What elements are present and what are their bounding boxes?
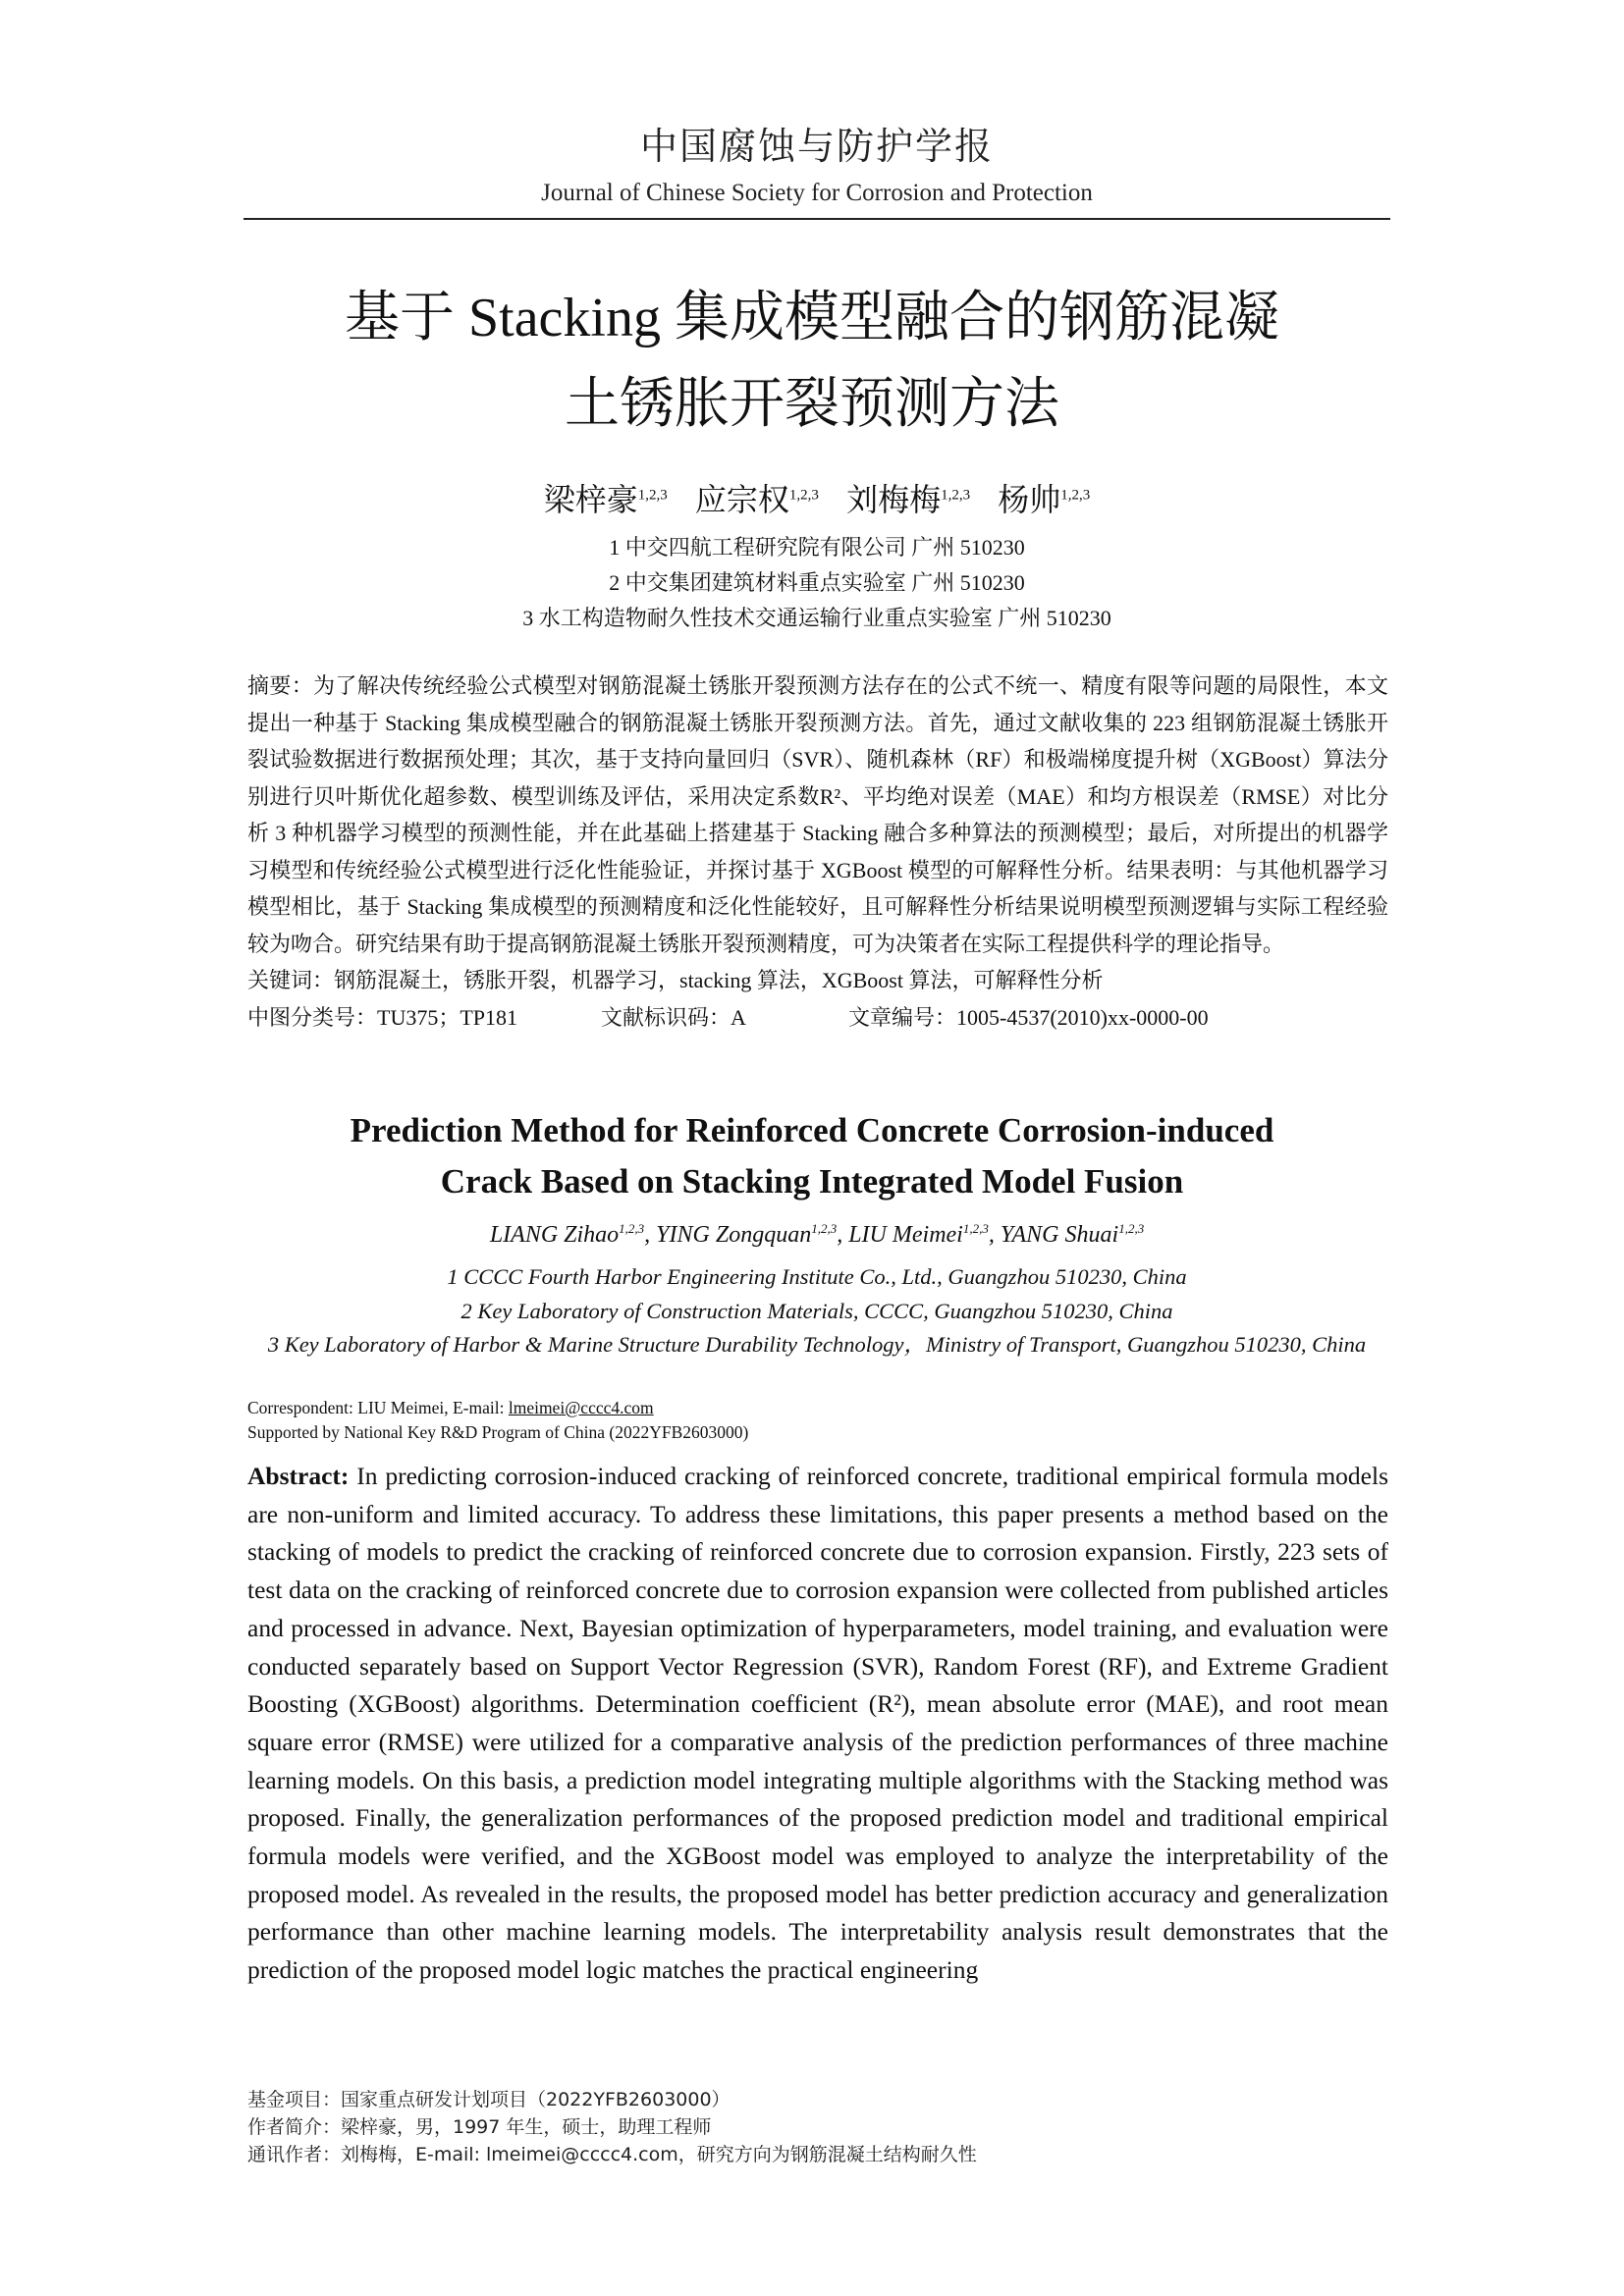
- affiliation-en: 3 Key Laboratory of Harbor & Marine Structure Durability Technology，Ministry of Transport, Guangzhou 510230, China: [267, 1332, 1367, 1357]
- title-en-line1: Prediction Method for Reinforced Concrete Corrosion-induced: [350, 1111, 1274, 1149]
- title-en: [226, 1105, 1398, 1207]
- title-cn-line2: 土锈胀开裂预测方法: [565, 372, 1059, 436]
- journal-name-cn: 中国腐蚀与防护学报: [639, 127, 994, 168]
- supported-by: Supported by National Key R&D Program of China (2022YFB2603000): [247, 1422, 749, 1442]
- header-rule: [244, 218, 1390, 220]
- abstract-en-label: Abstract:: [247, 1462, 350, 1490]
- affiliation-cn: 1 中交四航工程研究院有限公司 广州 510230: [609, 535, 1025, 560]
- author-en: YANG Shuai$^{1,2,3}$: [1000, 1221, 1145, 1248]
- affiliation-en: 1 CCCC Fourth Harbor Engineering Institute Co., Ltd., Guangzhou 510230, China: [447, 1264, 1187, 1289]
- affiliations-en: [245, 1260, 1388, 1362]
- abstract-en: [247, 1458, 1388, 1990]
- correspondent-line: Correspondent: LIU Meimei, E-mail: lmeimei@cccc4.com: [247, 1398, 654, 1417]
- correspondent-email-link[interactable]: lmeimei@cccc4.com: [508, 1398, 654, 1417]
- author-cn: 杨帅$^{1,2,3}$: [998, 481, 1091, 518]
- authors-cn: [245, 475, 1388, 520]
- article-number: 文章编号：1005-4537(2010)xx-0000-00: [848, 1004, 1209, 1030]
- abstract-cn-text: 摘要：为了解决传统经验公式模型对钢筋混凝土锈胀开裂预测方法存在的公式不统一、精度有限等问题的局限性，本文提出一种基于 Stacking 集成模型融合的钢筋混凝土锈胀开裂预测方法。首先，通过文献收集的 223 组钢筋混凝土锈胀开裂试验数据进行数据预处理；其次，基于支持向量回归（SVR）、随机森林（RF）和极端梯度提升树（XGBoost）算法分别进行贝叶斯优化超参数、模型训练及评估，采用决定系数R²、平均绝对误差（MAE）和均方根误差（RMSE）对比分析 3 种机器学习模型的预测性能，并在此基础上搭建基于 Stacking 融合多种算法的预测模型；最后，对所提出的机器学习模型和传统经验公式模型进行泛化性能验证，并探讨基于 XGBoost 模型的可解释性分析。结果表明：与其他机器学习模型相比，基于 Stacking 集成模型的预测精度和泛化性能较好，且可解释性分析结果说明模型预测逻辑与实际工程经验较为吻合。研究结果有助于提高钢筋混凝土锈胀开裂预测精度，可为决策者在实际工程提供科学的理论指导。: [247, 673, 1388, 956]
- affiliation-cn: 2 中交集团建筑材料重点实验室 广州 510230: [609, 570, 1025, 595]
- title-cn-line1: [226, 275, 1398, 361]
- author-en: LIU Meimei$^{1,2,3}$: [848, 1221, 989, 1248]
- journal-header: [245, 116, 1388, 207]
- footnotes: [247, 2086, 1388, 2168]
- author-en: YING Zongquan$^{1,2,3}$: [656, 1221, 838, 1248]
- title-cn-stacking: Stacking: [455, 288, 675, 348]
- abstract-cn: [247, 667, 1388, 1036]
- affiliation-en: 2 Key Laboratory of Construction Materials, CCCC, Guangzhou 510230, China: [460, 1298, 1173, 1323]
- author-cn: 梁梓豪$^{1,2,3}$: [543, 481, 668, 518]
- title-cn: [226, 275, 1398, 448]
- title-cn-part2: 集成模型融合的钢筋混凝: [674, 286, 1279, 349]
- document-code: 文献标识码：A: [601, 1004, 746, 1030]
- author-cn: 刘梅梅$^{1,2,3}$: [846, 481, 971, 518]
- footnote-bio: 作者简介：梁梓豪，男，1997 年生，硕士，助理工程师: [247, 2116, 712, 2138]
- footnote-fund: 基金项目：国家重点研发计划项目（2022YFB2603000）: [247, 2089, 731, 2110]
- journal-name-en: Journal of Chinese Society for Corrosion and Protection: [541, 180, 1093, 206]
- footnote-contact: 通讯作者：刘梅梅，E-mail: lmeimei@cccc4.com，研究方向为钢筋混凝土结构耐久性: [247, 2144, 977, 2165]
- affiliations-cn: [245, 530, 1388, 636]
- title-en-line2: Crack Based on Stacking Integrated Model Fusion: [440, 1162, 1184, 1201]
- clc-number: 中图分类号：TU375；TP181: [247, 1004, 518, 1030]
- affiliation-cn: 3 水工构造物耐久性技术交通运输行业重点实验室 广州 510230: [522, 606, 1111, 630]
- correspondent-block: [247, 1396, 1388, 1445]
- keywords-cn: 关键词：钢筋混凝土，锈胀开裂，机器学习，stacking 算法，XGBoost 算法，可解释性分析: [247, 968, 1104, 992]
- title-cn-part1: 基于: [345, 286, 455, 349]
- classification-row: [247, 999, 1388, 1037]
- abstract-en-text: In predicting corrosion-induced cracking of reinforced concrete, traditional empirical formula models are non-uniform and limited accuracy. To address these limitations, this paper presents a method based on the stacking of models to predict the cracking of reinforced concrete due to corrosion expansion. Firstly, 223 sets of test data on the cracking of reinforced concrete due to corrosion expansion were collected from published articles and processed in advance. Next, Bayesian optimization of hyperparameters, model training, and evaluation were conducted separately based on Support Vector Regression (SVR), Random Forest (RF), and Extreme Gradient Boosting (XGBoost) algorithms. Determination coefficient (R²), mean absolute error (MAE), and root mean square error (RMSE) were utilized for a comparative analysis of the prediction performances of three machine learning models. On this basis, a prediction model integrating multiple algorithms with the Stacking method was proposed. Finally, the generalization performances of the proposed prediction model and traditional empirical formula models were verified, and the XGBoost model was employed to analyze the interpretability of the proposed model. As revealed in the results, the proposed model has better prediction accuracy and generalization performance than other machine learning models. The interpretability analysis result demonstrates that the prediction of the proposed model logic matches the practical engineering: [247, 1462, 1388, 1985]
- author-en: LIANG Zihao$^{1,2,3}$: [489, 1221, 645, 1248]
- authors-en: LIANG Zihao$^{1,2,3}$, YING Zongquan$^{1,2,3}$, LIU Meimei$^{1,2,3}$, YANG Shuai$^{1,2,3}$: [489, 1221, 1145, 1248]
- author-cn: 应宗权$^{1,2,3}$: [694, 481, 819, 518]
